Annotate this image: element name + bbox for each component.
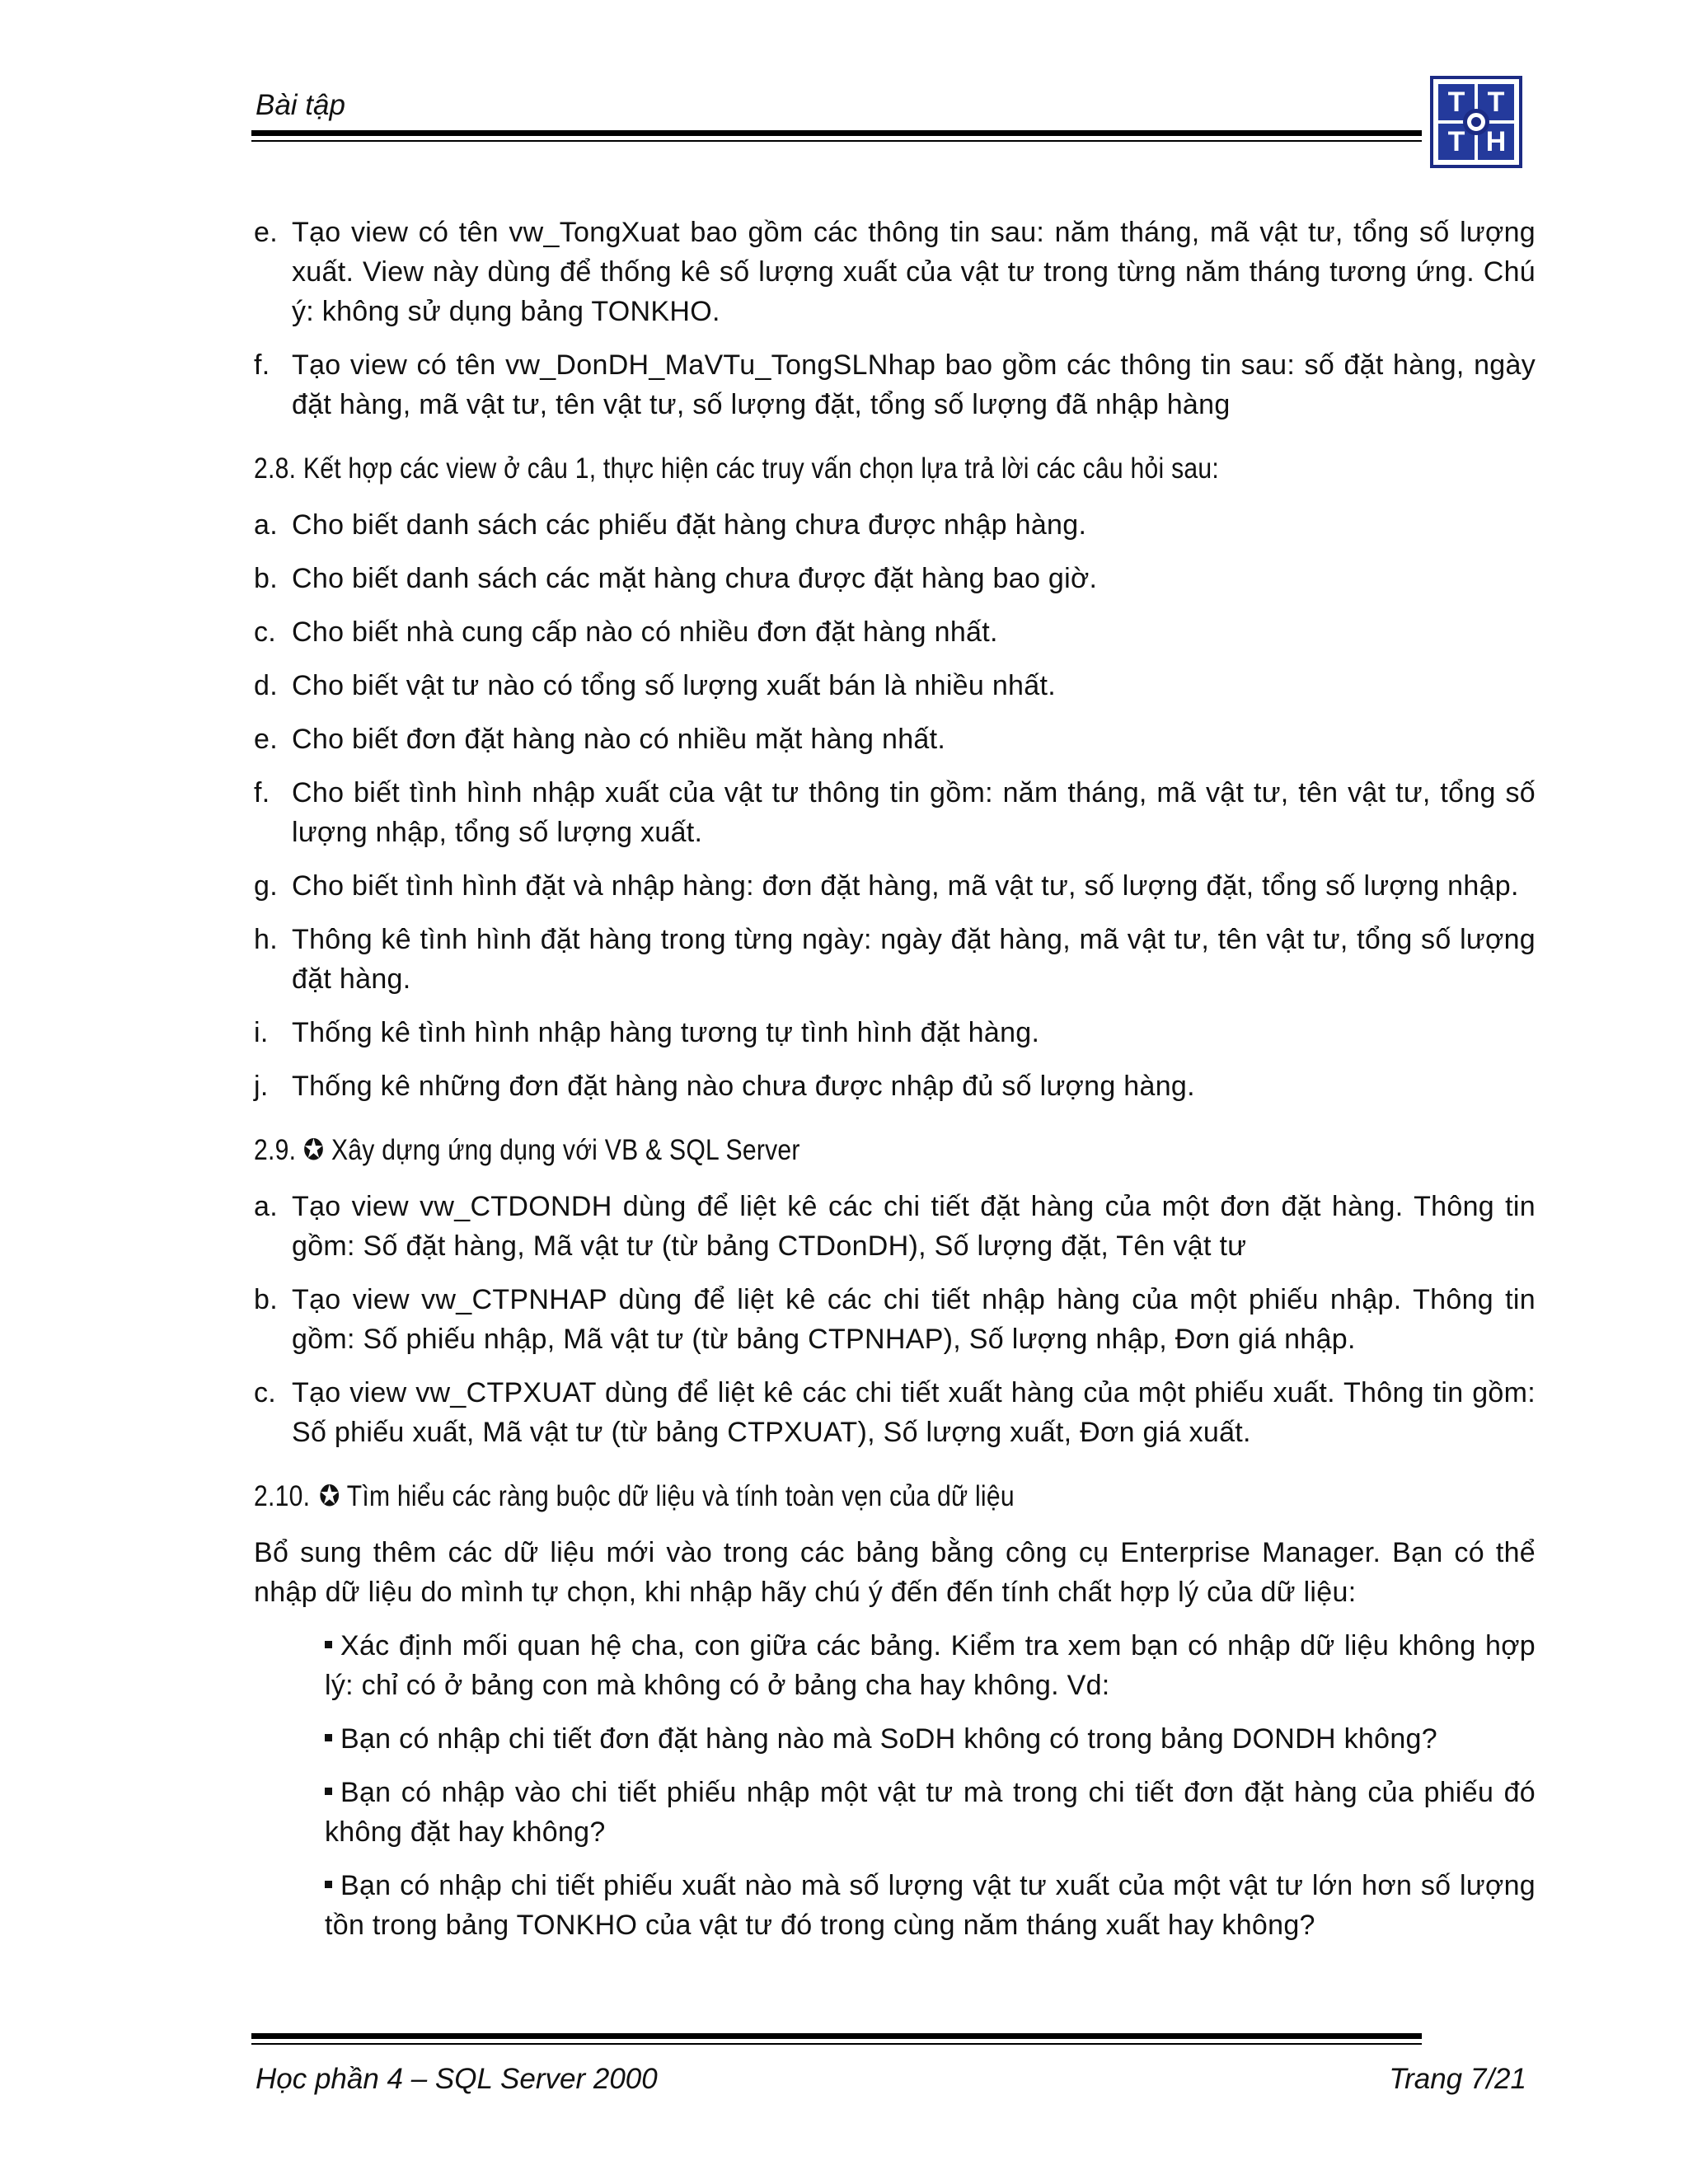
list-item <box>254 612 1536 652</box>
item-text: Tạo view vw_CTPNHAP dùng để liệt kê các chi tiết nhập hàng của một phiếu nhập. Thông tin gồm: Số phiếu nhập, Mã vật tư (từ bảng CTPNHAP), Số lượng nhập, Đơn giá nhập. <box>292 1284 1536 1355</box>
item-label: c. <box>254 1377 277 1408</box>
bullet-square-icon <box>325 1641 332 1648</box>
bullet-square-icon <box>325 1734 332 1741</box>
item-text: Tạo view có tên vw_TongXuat bao gồm các thông tin sau: năm tháng, mã vật tư, tổng số lượng xuất. View này dùng để thống kê số lượng xuất của vật tư trong từng năm tháng tương ứng. Chú ý: không sử dụng bảng TONKHO. <box>292 217 1536 327</box>
list-item <box>254 666 1536 705</box>
section-heading-2-10 <box>254 1477 1356 1516</box>
list-item <box>254 773 1536 852</box>
item-label: f. <box>254 349 270 381</box>
item-text: Thông kê tình hình đặt hàng trong từng ngày: ngày đặt hàng, mã vật tư, tên vật tư, tổng số lượng đặt hàng. <box>292 924 1536 995</box>
section-heading-2-8: 2.8. Kết hợp các view ở câu 1, thực hiện các truy vấn chọn lựa trả lời các câu hỏi sau: <box>254 452 1220 485</box>
item-label: b. <box>254 1284 278 1315</box>
item-text: Cho biết nhà cung cấp nào có nhiều đơn đặt hàng nhất. <box>292 616 998 648</box>
list-item <box>254 1280 1536 1359</box>
intro-paragraph: Bổ sung thêm các dữ liệu mới vào trong các bảng bằng công cụ Enterprise Manager. Bạn có thể nhập dữ liệu do mình tự chọn, khi nhập hãy chú ý đến đến tính chất hợp lý của dữ liệu: <box>254 1537 1536 1608</box>
item-text: Cho biết danh sách các mặt hàng chưa được đặt hàng bao giờ. <box>292 563 1098 594</box>
item-label: f. <box>254 777 270 808</box>
bullet-text: Bạn có nhập vào chi tiết phiếu nhập một vật tư mà trong chi tiết đơn đặt hàng của phiếu đó không đặt hay không? <box>325 1777 1536 1848</box>
item-text: Cho biết danh sách các phiếu đặt hàng chưa được nhập hàng. <box>292 509 1087 541</box>
list-item <box>254 866 1536 906</box>
footer-course: Học phần 4 – SQL Server 2000 <box>256 2063 658 2095</box>
footer-rule-thick <box>251 2033 1422 2039</box>
header-rule-thick <box>251 130 1422 136</box>
logo-center-dot <box>1471 117 1481 127</box>
list-item <box>254 1013 1536 1052</box>
tttt-logo <box>1430 76 1522 168</box>
list-item <box>254 719 1536 759</box>
item-text: Cho biết vật tư nào có tổng số lượng xuất bán là nhiều nhất. <box>292 670 1056 701</box>
item-label: a. <box>254 509 278 541</box>
section-heading-text: ✪ Tìm hiểu các ràng buộc dữ liệu và tính toàn vẹn của dữ liệu <box>319 1480 1015 1512</box>
item-text: Cho biết tình hình đặt và nhập hàng: đơn đặt hàng, mã vật tư, số lượng đặt, tổng số lượng nhập. <box>292 870 1519 902</box>
item-label: b. <box>254 563 278 594</box>
page-content <box>254 213 1536 1959</box>
list-item <box>254 213 1536 331</box>
logo-cell-tr: T <box>1478 84 1514 120</box>
item-text: Tạo view vw_CTDONDH dùng để liệt kê các chi tiết đặt hàng của một đơn đặt hàng. Thông tin gồm: Số đặt hàng, Mã vật tư (từ bảng CTDonDH), Số lượng đặt, Tên vật tư <box>292 1191 1536 1262</box>
logo-cell-bl: T <box>1438 124 1475 160</box>
item-text: Cho biết đơn đặt hàng nào có nhiều mặt hàng nhất. <box>292 724 946 755</box>
bullet-item <box>325 1773 1536 1852</box>
logo-cell-tl: T <box>1438 84 1475 120</box>
item-label: c. <box>254 616 277 648</box>
footer-rule-thin <box>251 2043 1422 2045</box>
item-label: d. <box>254 670 278 701</box>
list-item <box>254 920 1536 999</box>
bullet-square-icon <box>325 1788 332 1795</box>
bullet-text: Xác định mối quan hệ cha, con giữa các bảng. Kiểm tra xem bạn có nhập dữ liệu không hợp lý: chỉ có ở bảng con mà không có ở bảng cha hay không. Vd: <box>325 1630 1536 1701</box>
item-text: Cho biết tình hình nhập xuất của vật tư thông tin gồm: năm tháng, mã vật tư, tên vật tư, tổng số lượng nhập, tổng số lượng xuất. <box>292 777 1536 848</box>
bullet-text: Bạn có nhập chi tiết phiếu xuất nào mà số lượng vật tư xuất của một vật tư lớn hơn số lượng tồn trong bảng TONKHO của vật tư đó trong cùng năm tháng xuất hay không? <box>325 1870 1536 1941</box>
section-heading-2-9: 2.9. ✪ Xây dựng ứng dụng với VB & SQL Server <box>254 1134 800 1166</box>
item-label: a. <box>254 1191 278 1222</box>
item-label: i. <box>254 1017 269 1048</box>
item-label: h. <box>254 924 278 955</box>
item-text: Thống kê tình hình nhập hàng tương tự tình hình đặt hàng. <box>292 1017 1040 1048</box>
item-label: j. <box>254 1071 269 1102</box>
bullet-item <box>325 1626 1536 1705</box>
list-item <box>254 1373 1536 1452</box>
bullet-text: Bạn có nhập chi tiết đơn đặt hàng nào mà SoDH không có trong bảng DONDH không? <box>340 1723 1437 1755</box>
header-rule-thin <box>251 140 1422 142</box>
item-text: Tạo view có tên vw_DonDH_MaVTu_TongSLNhap bao gồm các thông tin sau: số đặt hàng, ngày đặt hàng, mã vật tư, tên vật tư, số lượng đặt, tổng số lượng đã nhập hàng <box>292 349 1536 420</box>
item-label: g. <box>254 870 278 902</box>
header-title: Bài tập <box>256 89 345 121</box>
list-item <box>254 1187 1536 1266</box>
bullet-item <box>325 1866 1536 1945</box>
bullet-item <box>325 1719 1536 1759</box>
footer-page-number: Trang 7/21 <box>1389 2063 1526 2095</box>
logo-cell-br: H <box>1478 124 1514 160</box>
list-item <box>254 345 1536 424</box>
item-label: e. <box>254 217 278 248</box>
item-text: Thống kê những đơn đặt hàng nào chưa được nhập đủ số lượng hàng. <box>292 1071 1195 1102</box>
list-item <box>254 559 1536 598</box>
item-label: e. <box>254 724 278 755</box>
item-text: Tạo view vw_CTPXUAT dùng để liệt kê các chi tiết xuất hàng của một phiếu xuất. Thông tin gồm: Số phiếu xuất, Mã vật tư (từ bảng CTPXUAT), Số lượng xuất, Đơn giá xuất. <box>292 1377 1536 1448</box>
bullet-square-icon <box>325 1881 332 1888</box>
list-item <box>254 1066 1536 1106</box>
list-item <box>254 505 1536 545</box>
section-number: 2.10. <box>254 1480 311 1512</box>
